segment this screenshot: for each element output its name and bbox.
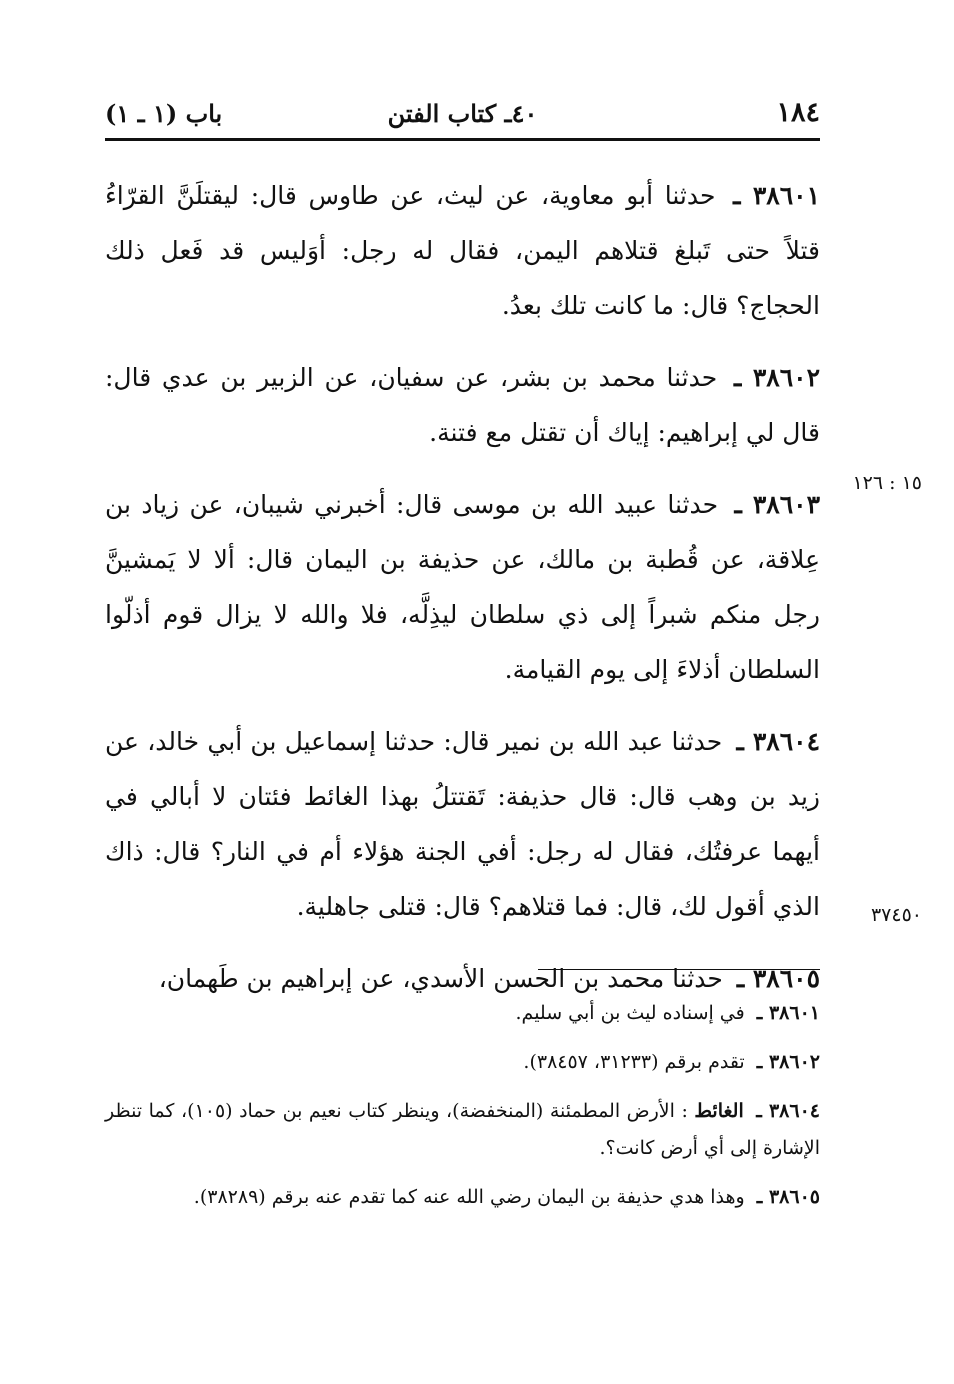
hadith-number: ٣٨٦٠١ ـ <box>733 181 821 210</box>
hadith-text: حدثنا محمد بن الحسن الأسدي، عن إبراهيم بن طَهمان، <box>158 964 723 993</box>
hadith-entry <box>105 477 820 697</box>
header-rule <box>105 138 820 141</box>
footnote <box>105 995 820 1032</box>
footnote-separator <box>538 969 820 970</box>
hadith-text: حدثنا عبيد الله بن موسى قال: أخبرني شيبان، عن زياد بن عِلاقة، عن قُطبة بن مالك، عن حذيفة بن اليمان قال: ألا لا يَمشينَّ رجل منكم شبراً إلى ذي سلطان ليذِلَّه، فلا والله لا يزال قوم أذلّوا السلطان أذلاءَ إلى يوم القيامة. <box>105 490 820 684</box>
hadith-text: حدثنا أبو معاوية، عن ليث، عن طاوس قال: ليقتلَنَّ القرّاءُ قتلاً حتى تَبلغ قتلاهم اليمن، فقال له رجل: أوَليس قد فَعل ذلك الحجاج؟ قال: ما كانت تلك بعدُ. <box>105 181 820 320</box>
footnote-term: الغائط <box>694 1100 744 1122</box>
hadith-text: حدثنا عبد الله بن نمير قال: حدثنا إسماعيل بن أبي خالد، عن زيد بن وهب قال: قال حذيفة: تَقتتلُ بهذا الغائط فئتان لا أبالي في أيهما عرفتُك، فقال له رجل: أفي الجنة هؤلاء أم في النار؟ قال: ذاك الذي أقول لك، قال: فما قتلاهم؟ قال: قتلى جاهلية. <box>105 727 820 921</box>
hadith-number: ٣٨٦٠٥ ـ <box>736 964 820 993</box>
footnotes <box>105 995 820 1228</box>
margin-reference: ١٥ : ١٢٦ <box>852 472 922 494</box>
footnote <box>105 1093 820 1167</box>
hadith-number: ٣٨٦٠٤ ـ <box>736 727 820 756</box>
book-title: ٤٠ـ كتاب الفتن <box>387 99 538 128</box>
footnote-number: ٣٨٦٠٤ ـ <box>756 1100 820 1122</box>
margin-reference: ٣٧٤٥٠ <box>870 904 922 926</box>
footnote-text: : الأرض المطمئنة (المنخفضة)، وينظر كتاب نعيم بن حماد (١٠٥)، كما تنظر الإشارة إلى أي أرض كانت؟. <box>105 1100 820 1159</box>
section-label: باب (١ ـ ١) <box>105 99 223 128</box>
footnote-number: ٣٨٦٠٥ ـ <box>756 1186 820 1208</box>
footnote-number: ٣٨٦٠١ ـ <box>756 1002 820 1024</box>
footnote-text: في إسناده ليث بن أبي سليم. <box>515 1002 745 1024</box>
footnote <box>105 1044 820 1081</box>
footnote <box>105 1179 820 1216</box>
footnote-text: تقدم برقم (٣١٢٣٣، ٣٨٤٥٧). <box>523 1051 745 1073</box>
hadith-entry <box>105 168 820 333</box>
hadith-entry <box>105 714 820 934</box>
hadith-entry <box>105 350 820 460</box>
footnote-number: ٣٨٦٠٢ ـ <box>756 1051 820 1073</box>
hadith-number: ٣٨٦٠٣ ـ <box>734 490 821 519</box>
running-header <box>105 93 820 133</box>
hadith-number: ٣٨٦٠٢ ـ <box>733 363 820 392</box>
main-text <box>105 168 820 1023</box>
hadith-text: حدثنا محمد بن بشر، عن سفيان، عن الزبير بن عدي قال: قال لي إبراهيم: إياك أن تقتل مع فتنة. <box>105 363 820 447</box>
page-number: ١٨٤ <box>776 97 820 128</box>
footnote-text: وهذا هدي حذيفة بن اليمان رضي الله عنه كما تقدم عنه برقم (٣٨٢٨٩). <box>193 1186 745 1208</box>
